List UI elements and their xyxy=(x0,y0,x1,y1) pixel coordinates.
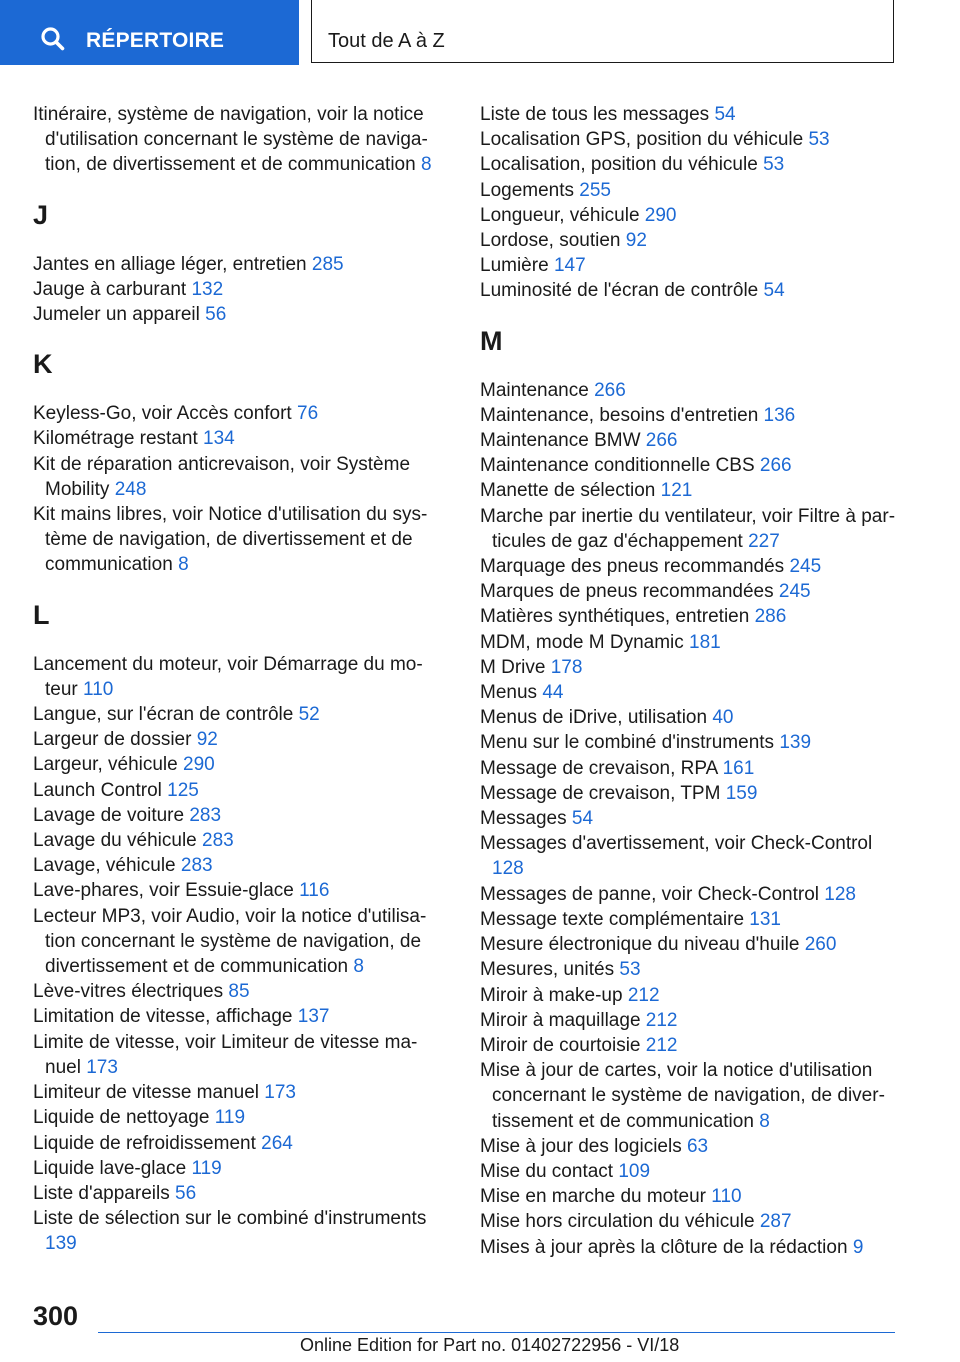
page-link[interactable]: 85 xyxy=(228,981,250,1003)
entry-text: Mesure électronique du niveau d'huile xyxy=(480,934,800,956)
page-link[interactable]: 134 xyxy=(203,428,235,450)
page-link[interactable]: 52 xyxy=(298,704,320,726)
index-entry xyxy=(480,957,898,982)
index-entry xyxy=(33,727,441,752)
page-link[interactable]: 287 xyxy=(759,1211,792,1233)
page-link[interactable]: 128 xyxy=(492,858,524,880)
page-link[interactable]: 137 xyxy=(297,1006,330,1028)
page-link[interactable]: 109 xyxy=(618,1160,651,1182)
index-entry xyxy=(480,1058,898,1134)
entry-text: Messages xyxy=(480,808,567,830)
entry-text: Lavage de voiture xyxy=(33,804,185,826)
search-icon xyxy=(40,26,66,52)
entry-text: Marques de pneus recommandées xyxy=(480,581,774,603)
page-link[interactable]: 260 xyxy=(804,934,837,956)
index-entry xyxy=(33,752,441,777)
entry-text: Message de crevaison, TPM xyxy=(480,782,721,804)
entry-text: Marche par inertie du ventilateur, voir Filtre à particules de gaz d'échappement xyxy=(480,505,896,552)
repertoire-button[interactable] xyxy=(0,0,299,65)
page-link[interactable]: 173 xyxy=(86,1056,118,1078)
page-link[interactable]: 53 xyxy=(619,959,641,981)
index-entry xyxy=(480,630,898,655)
index-entry xyxy=(480,378,898,403)
section-letter: M xyxy=(480,325,503,356)
page-link[interactable]: 173 xyxy=(264,1082,296,1104)
page-link[interactable]: 283 xyxy=(189,804,222,826)
index-entry xyxy=(480,102,898,127)
index-entry xyxy=(480,1134,898,1159)
page-link[interactable]: 147 xyxy=(553,255,586,277)
index-entry xyxy=(480,554,898,579)
index-entry xyxy=(480,428,898,453)
entry-text: Liste d'appareils xyxy=(33,1182,170,1204)
entry-text: Lordose, soutien xyxy=(480,230,621,252)
page-link[interactable]: 266 xyxy=(594,379,626,401)
page-link[interactable]: 264 xyxy=(261,1132,293,1154)
page-link[interactable]: 53 xyxy=(763,154,785,176)
index-entry xyxy=(480,705,898,730)
index-entry xyxy=(33,302,441,327)
entry-text: Liquide de nettoyage xyxy=(33,1107,210,1129)
page-link[interactable]: 286 xyxy=(754,606,787,628)
index-entry xyxy=(33,1004,441,1029)
page-link[interactable]: 116 xyxy=(299,880,330,902)
entry-text: Maintenance BMW xyxy=(480,430,641,452)
entry-text: Message de crevaison, RPA xyxy=(480,757,718,779)
index-column-left xyxy=(33,102,441,1257)
page-link[interactable]: 245 xyxy=(778,581,811,603)
section-title-box xyxy=(311,0,894,63)
entry-text: Localisation GPS, position du véhicule xyxy=(480,129,804,151)
index-entry xyxy=(480,253,898,278)
entry-text: Limiteur de vitesse manuel xyxy=(33,1082,259,1104)
page-link[interactable]: 56 xyxy=(175,1182,197,1204)
entry-text: Miroir à maquillage xyxy=(480,1009,641,1031)
index-entry xyxy=(33,102,441,178)
index-entry xyxy=(480,228,898,253)
entry-text: Luminosité de l'écran de contrôle xyxy=(480,280,759,302)
index-entry xyxy=(33,1156,441,1181)
entry-text: Launch Control xyxy=(33,779,162,801)
page-link[interactable]: 248 xyxy=(114,478,147,500)
index-entry xyxy=(33,252,441,277)
page-link[interactable]: 161 xyxy=(722,757,755,779)
index-column-right xyxy=(480,102,898,1260)
page-link[interactable]: 125 xyxy=(167,779,199,801)
entry-text: Kit mains libres, voir Notice d'utilisation du système de navigation, de divertissement et de communication xyxy=(33,504,428,576)
entry-text: Marquage des pneus recommandés xyxy=(480,556,785,578)
entry-text: Largeur, véhicule xyxy=(33,754,178,776)
index-entry xyxy=(480,152,898,177)
entry-text: Longueur, véhicule xyxy=(480,204,640,226)
page-link[interactable]: 285 xyxy=(311,253,344,275)
entry-text: Menus xyxy=(480,682,538,704)
page-link[interactable]: 9 xyxy=(852,1236,864,1258)
index-entry xyxy=(33,828,441,853)
entry-text: Maintenance xyxy=(480,379,589,401)
index-entry xyxy=(480,882,898,907)
page-link[interactable]: 8 xyxy=(178,554,189,576)
page-link[interactable]: 283 xyxy=(202,830,234,852)
entry-text: Localisation, position du véhicule xyxy=(480,154,758,176)
index-entry xyxy=(480,907,898,932)
entry-text: Mise en marche du moteur xyxy=(480,1186,706,1208)
entry-text: Liste de sélection sur le combiné d'instruments xyxy=(33,1208,427,1230)
page-link[interactable]: 92 xyxy=(625,230,647,252)
page-link[interactable]: 212 xyxy=(645,1009,678,1031)
index-entry xyxy=(480,756,898,781)
page-link[interactable]: 76 xyxy=(297,403,319,425)
index-entry xyxy=(480,604,898,629)
index-entry xyxy=(33,803,441,828)
page-link[interactable]: 119 xyxy=(191,1157,222,1179)
entry-text: M Drive xyxy=(480,656,546,678)
index-entry xyxy=(33,1181,441,1206)
entry-text: Itinéraire, système de navigation, voir la notice d'utilisation concernant le système de navigation, de divertissement et de communication xyxy=(33,104,428,176)
entry-text: Lavage, véhicule xyxy=(33,855,176,877)
index-entry xyxy=(33,1206,441,1256)
entry-text: Limite de vitesse, voir Limiteur de vitesse manuel xyxy=(33,1031,418,1078)
page-link[interactable]: 110 xyxy=(711,1186,742,1208)
page-link[interactable]: 212 xyxy=(627,984,660,1006)
entry-text: Logements xyxy=(480,179,575,201)
section-letter: K xyxy=(33,349,53,380)
page-link[interactable]: 119 xyxy=(214,1107,246,1129)
entry-text: Maintenance conditionnelle CBS xyxy=(480,455,755,477)
entry-text: Liquide lave-glace xyxy=(33,1157,187,1179)
index-entry xyxy=(480,403,898,428)
index-entry xyxy=(33,702,441,727)
entry-text: Lumière xyxy=(480,255,549,277)
section-title: Tout de A à Z xyxy=(328,30,445,52)
page-link[interactable]: 54 xyxy=(763,280,785,302)
index-entry xyxy=(480,655,898,680)
page-number: 300 xyxy=(33,1301,79,1331)
entry-text: Lave-phares, voir Essuie-glace xyxy=(33,880,294,902)
page-link[interactable]: 8 xyxy=(759,1110,770,1132)
index-entry xyxy=(33,426,441,451)
entry-text: Message texte complémentaire xyxy=(480,908,745,930)
page-link[interactable]: 8 xyxy=(353,956,364,978)
page-link[interactable]: 159 xyxy=(725,782,758,804)
index-entry xyxy=(480,806,898,831)
entry-text: Lecteur MP3, voir Audio, voir la notice d'utilisation concernant le système de navigation, de divertissement et de communication xyxy=(33,905,427,978)
entry-text: Liquide de refroidissement xyxy=(33,1132,256,1154)
index-entry xyxy=(33,778,441,803)
index-entry xyxy=(480,178,898,203)
index-entry xyxy=(480,983,898,1008)
page-link[interactable]: 290 xyxy=(644,204,677,226)
index-entry xyxy=(480,1033,898,1058)
index-entry xyxy=(33,502,441,578)
entry-text: Jauge à carburant xyxy=(33,278,187,300)
index-entry xyxy=(480,1235,898,1260)
entry-text: Mise à jour des logiciels xyxy=(480,1135,682,1157)
page-link[interactable]: 121 xyxy=(660,480,693,502)
index-entry xyxy=(480,278,898,303)
entry-text: Menus de iDrive, utilisation xyxy=(480,707,708,729)
page-link[interactable]: 136 xyxy=(763,404,796,426)
page-link[interactable]: 139 xyxy=(779,732,812,754)
entry-text: Lavage du véhicule xyxy=(33,830,197,852)
index-entry xyxy=(33,904,441,980)
page-link[interactable]: 131 xyxy=(749,908,781,930)
index-entry xyxy=(33,878,441,903)
entry-text: Mise du contact xyxy=(480,1160,614,1182)
index-entry xyxy=(480,932,898,957)
page-link[interactable]: 283 xyxy=(180,855,213,877)
page-link[interactable]: 110 xyxy=(83,678,114,700)
page-link[interactable]: 290 xyxy=(183,754,215,776)
index-entry xyxy=(33,1080,441,1105)
index-entry xyxy=(33,401,441,426)
section-letter: J xyxy=(33,199,49,230)
page-link[interactable]: 178 xyxy=(550,656,583,678)
page-link[interactable]: 53 xyxy=(808,129,830,151)
index-entry xyxy=(480,730,898,755)
page-link[interactable]: 56 xyxy=(205,304,227,326)
section-letter: L xyxy=(33,599,50,630)
page-link[interactable]: 54 xyxy=(714,104,736,125)
entry-text: Limitation de vitesse, affichage xyxy=(33,1006,293,1028)
page-link[interactable]: 266 xyxy=(645,430,678,452)
page-link[interactable]: 92 xyxy=(196,729,218,751)
repertoire-label: RÉPERTOIRE xyxy=(86,29,225,52)
index-entry xyxy=(480,1008,898,1033)
index-entry xyxy=(480,127,898,152)
page-link[interactable]: 63 xyxy=(686,1135,709,1157)
entry-text: Jumeler un appareil xyxy=(33,304,200,326)
index-entry xyxy=(480,1159,898,1184)
entry-text: Mesures, unités xyxy=(480,959,615,981)
entry-text: Mises à jour après la clôture de la rédaction xyxy=(480,1236,848,1258)
index-entry xyxy=(480,680,898,705)
entry-text: Liste de tous les messages xyxy=(480,104,710,125)
entry-text: Messages de panne, voir Check-Control xyxy=(480,883,820,905)
entry-text: Largeur de dossier xyxy=(33,729,192,751)
index-entry xyxy=(480,831,898,881)
page-link[interactable]: 128 xyxy=(824,883,856,905)
page-link[interactable]: 212 xyxy=(645,1034,678,1056)
index-entry xyxy=(33,1030,441,1080)
edition-footer: Online Edition for Part no. 01402722956 - VI/18 xyxy=(300,1335,680,1355)
index-entry xyxy=(480,1209,898,1234)
entry-text: Miroir à make-up xyxy=(480,984,623,1006)
entry-text: Kilométrage restant xyxy=(33,428,198,450)
index-entry xyxy=(33,452,441,502)
entry-text: Messages d'avertissement, voir Check-Control xyxy=(480,833,873,855)
entry-text: Menu sur le combiné d'instruments xyxy=(480,732,775,754)
page-link[interactable]: 227 xyxy=(748,530,780,552)
entry-text: Maintenance, besoins d'entretien xyxy=(480,404,759,426)
page-link[interactable]: 132 xyxy=(191,278,224,300)
entry-text: Langue, sur l'écran de contrôle xyxy=(33,704,294,726)
index-entry xyxy=(33,652,441,702)
entry-text: Mise à jour de cartes, voir la notice d'utilisation concernant le système de navigation, de divertissement et de communication xyxy=(480,1060,885,1132)
index-entry xyxy=(480,453,898,478)
index-entry xyxy=(33,277,441,302)
page-link[interactable]: 54 xyxy=(571,808,594,830)
entry-text: Mise hors circulation du véhicule xyxy=(480,1211,755,1233)
page-link[interactable]: 255 xyxy=(579,179,611,201)
entry-text: Lancement du moteur, voir Démarrage du moteur xyxy=(33,653,423,700)
index-entry xyxy=(33,1131,441,1156)
index-entry xyxy=(480,203,898,228)
page-link[interactable]: 266 xyxy=(759,455,792,477)
index-entry xyxy=(33,853,441,878)
page-link[interactable]: 181 xyxy=(689,631,721,653)
page-link[interactable]: 40 xyxy=(712,707,734,729)
index-entry xyxy=(480,478,898,503)
page-link[interactable]: 8 xyxy=(420,154,432,176)
page-link[interactable]: 139 xyxy=(45,1233,77,1255)
entry-text: Keyless-Go, voir Accès confort xyxy=(33,403,292,425)
page-link[interactable]: 245 xyxy=(789,556,822,578)
entry-text: Matières synthétiques, entretien xyxy=(480,606,750,628)
index-entry xyxy=(480,504,898,554)
index-entry xyxy=(33,1105,441,1130)
entry-text: Miroir de courtoisie xyxy=(480,1034,641,1056)
entry-text: Kit de réparation anticrevaison, voir Système Mobility xyxy=(33,453,411,500)
index-entry xyxy=(33,979,441,1004)
entry-text: Lève-vitres électriques xyxy=(33,981,224,1003)
index-entry xyxy=(480,1184,898,1209)
entry-text: MDM, mode M Dynamic xyxy=(480,631,684,653)
entry-text: Jantes en alliage léger, entretien xyxy=(33,253,307,275)
index-entry xyxy=(480,579,898,604)
entry-text: Manette de sélection xyxy=(480,480,656,502)
index-entry xyxy=(480,781,898,806)
page-link[interactable]: 44 xyxy=(542,682,564,704)
